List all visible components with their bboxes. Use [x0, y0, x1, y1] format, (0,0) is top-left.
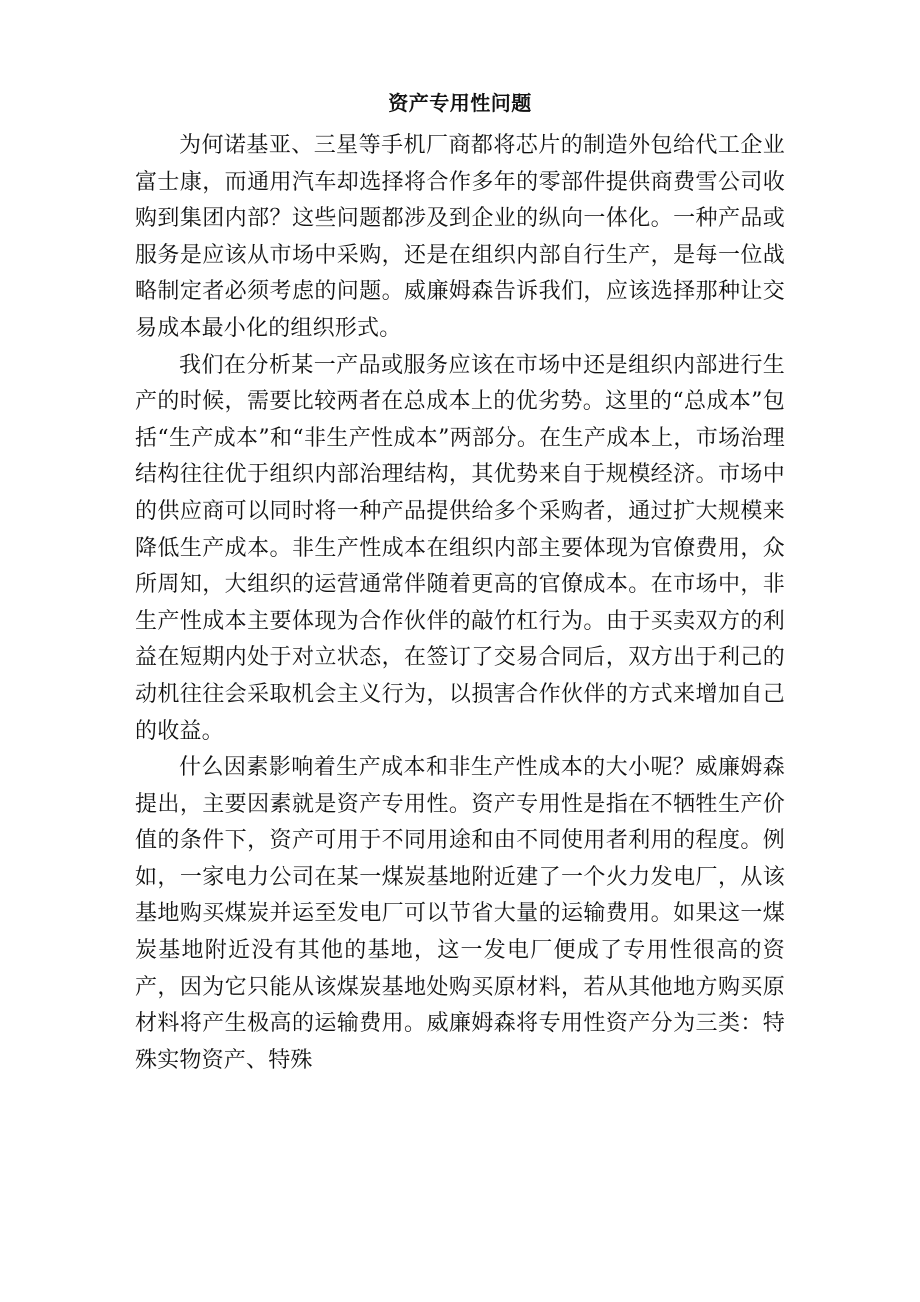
paragraph: 我们在分析某一产品或服务应该在市场中还是组织内部进行生产的时候，需要比较两者在总成本上的优劣势。这里的“总成本”包括“生产成本”和“非生产性成本”两部分。在生产成本上，市场治理结构往往优于组织内部治理结构，其优势来自于规模经济。市场中的供应商可以同时将一种产品提供给多个采购者，通过扩大规模来降低生产成本。非生产性成本在组织内部主要体现为官僚费用，众所周知，大组织的运营通常伴随着更高的官僚成本。在市场中，非生产性成本主要体现为合作伙伴的敲竹杠行为。由于买卖双方的利益在短期内处于对立状态，在签订了交易合同后，双方出于利己的动机往往会采取机会主义行为，以损害合作伙伴的方式来增加自己的收益。 [135, 352, 785, 744]
paragraph: 什么因素影响着生产成本和非生产性成本的大小呢？威廉姆森提出，主要因素就是资产专用性。资产专用性是指在不牺牲生产价值的条件下，资产可用于不同用途和由不同使用者利用的程度。例如，一家电力公司在某一煤炭基地附近建了一个火力发电厂，从该基地购买煤炭并运至发电厂可以节省大量的运输费用。如果这一煤炭基地附近没有其他的基地，这一发电厂便成了专用性很高的资产，因为它只能从该煤炭基地处购买原材料，若从其他地方购买原材料将产生极高的运输费用。威廉姆森将专用性资产分为三类：特殊实物资产、特殊 [135, 755, 785, 1073]
document-title: 资产专用性问题 [388, 91, 532, 115]
paragraph: 为何诺基亚、三星等手机厂商都将芯片的制造外包给代工企业富士康，而通用汽车却选择将合作多年的零部件提供商费雪公司收购到集团内部？这些问题都涉及到企业的纵向一体化。一种产品或服务是应该从市场中采购，还是在组织内部自行生产，是每一位战略制定者必须考虑的问题。威廉姆森告诉我们，应该选择那种让交易成本最小化的组织形式。 [135, 133, 785, 341]
document-body [135, 128, 785, 1079]
